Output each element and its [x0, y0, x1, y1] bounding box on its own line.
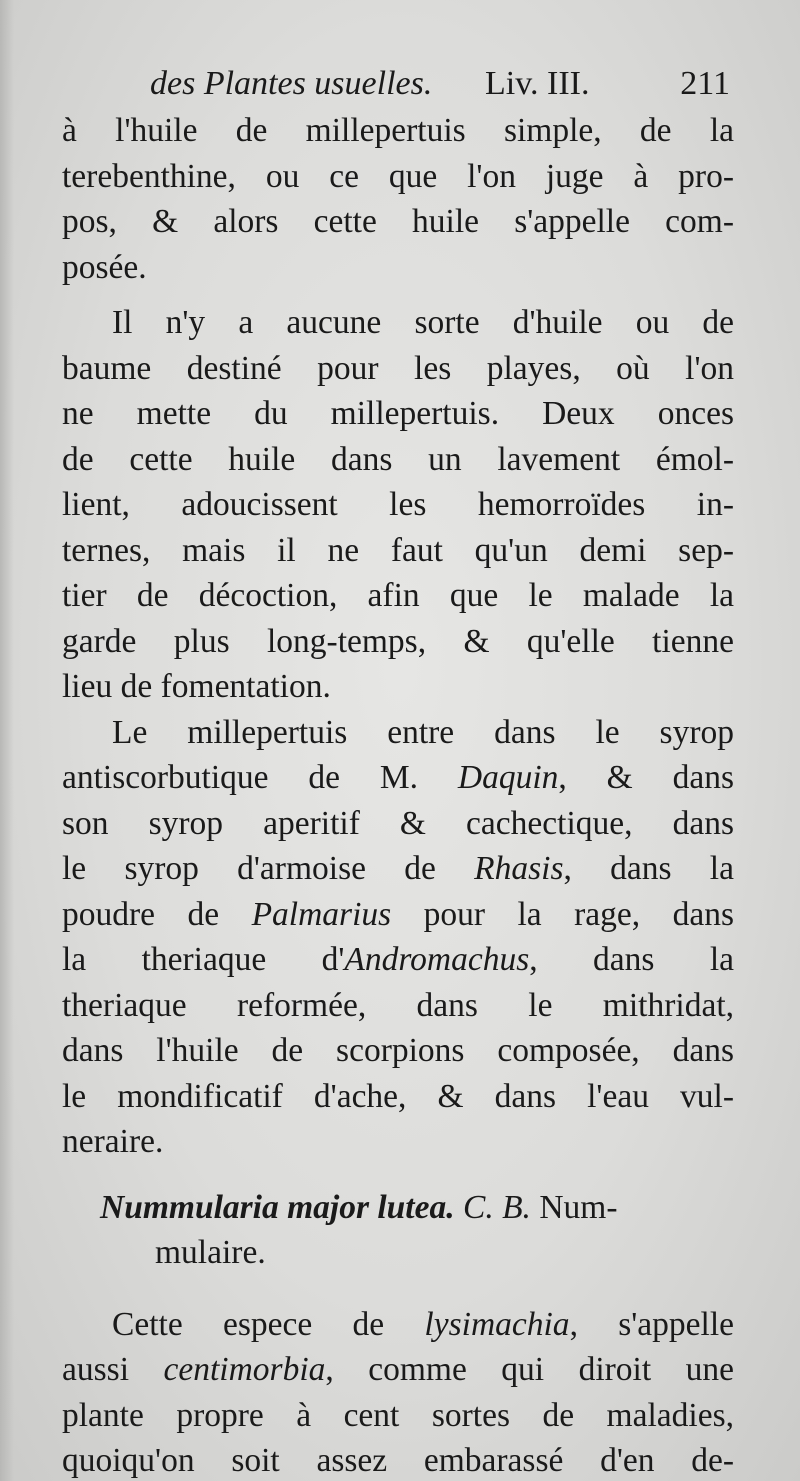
paragraph-balm — [62, 300, 734, 710]
text-line: baume destiné pour les playes, où l'on — [62, 349, 734, 387]
text-line: lieu de fomentation. — [62, 668, 331, 705]
french-name: Num- — [539, 1188, 618, 1226]
author-name: Palmarius — [251, 895, 392, 933]
text-line: Le millepertuis entre dans le syrop — [112, 713, 734, 751]
text-line: neraire. — [62, 1123, 164, 1160]
text-line: le mondificatif d'ache, & dans l'eau vul- — [62, 1077, 734, 1115]
botanical-authority: C. B. — [463, 1188, 531, 1226]
text-line: ne mette du millepertuis. Deux onces — [62, 395, 734, 432]
text-line: le syrop d'armoise de Rhasis, dans la — [62, 850, 734, 887]
text-line: son syrop aperitif & cachectique, dans — [62, 804, 734, 842]
text-line: de cette huile dans un lavement émol- — [62, 440, 734, 478]
text-line: terebenthine, ou ce que l'on juge à pro- — [62, 157, 734, 195]
text-line: Il n'y a aucune sorte d'huile ou de — [112, 304, 734, 341]
paragraph-lysimachia — [62, 1302, 734, 1481]
text-line: dans l'huile de scorpions composée, dans — [62, 1032, 734, 1069]
entry-heading — [62, 1185, 734, 1276]
text-line: antiscorbutique de M. Daquin, & dans — [62, 759, 734, 796]
french-name-continued: mulaire. — [155, 1234, 266, 1271]
page-edge-shadow — [0, 0, 14, 1481]
body-text — [62, 108, 734, 1481]
text-line: quoiqu'on soit assez embarassé d'en de- — [62, 1442, 734, 1479]
paragraph-continuation — [62, 108, 734, 290]
text-line: ternes, mais il ne faut qu'un demi sep- — [62, 531, 734, 569]
text-line: poudre de Palmarius pour la rage, dans — [62, 895, 734, 933]
text-line: Cette espece de lysimachia, s'appelle — [112, 1305, 735, 1343]
text-line: tier de décoction, afin que le malade la — [62, 577, 734, 614]
entry-heading-line — [100, 1189, 617, 1226]
text-line: aussi centimorbia, comme qui diroit une — [62, 1351, 735, 1388]
author-name: Rhasis — [474, 850, 564, 887]
text-line: à l'huile de millepertuis simple, de la — [62, 112, 734, 149]
author-name: Andromachus — [344, 941, 530, 978]
page-number: 211 — [680, 65, 730, 102]
latin-name: Nummularia major lutea. — [100, 1188, 455, 1226]
running-title: des Plantes usuelles. — [150, 65, 433, 102]
text-line: la theriaque d'Andromachus, dans la — [62, 941, 734, 978]
text-line: posée. — [62, 248, 147, 286]
section-label: Liv. III. — [485, 65, 590, 102]
text-line: pos, & alors cette huile s'appelle com- — [62, 203, 734, 240]
text-line: lient, adoucissent les hemorroïdes in- — [62, 486, 734, 523]
running-head — [150, 62, 730, 106]
latin-term: centimorbia — [163, 1351, 326, 1388]
text-line: theriaque reformée, dans le mithridat, — [62, 986, 734, 1024]
paragraph-preparations — [62, 710, 734, 1165]
latin-term: lysimachia — [424, 1305, 570, 1343]
text-line: garde plus long-temps, & qu'elle tienne — [62, 622, 734, 660]
text-line: plante propre à cent sortes de maladies, — [62, 1396, 734, 1434]
author-name: Daquin — [457, 759, 559, 796]
